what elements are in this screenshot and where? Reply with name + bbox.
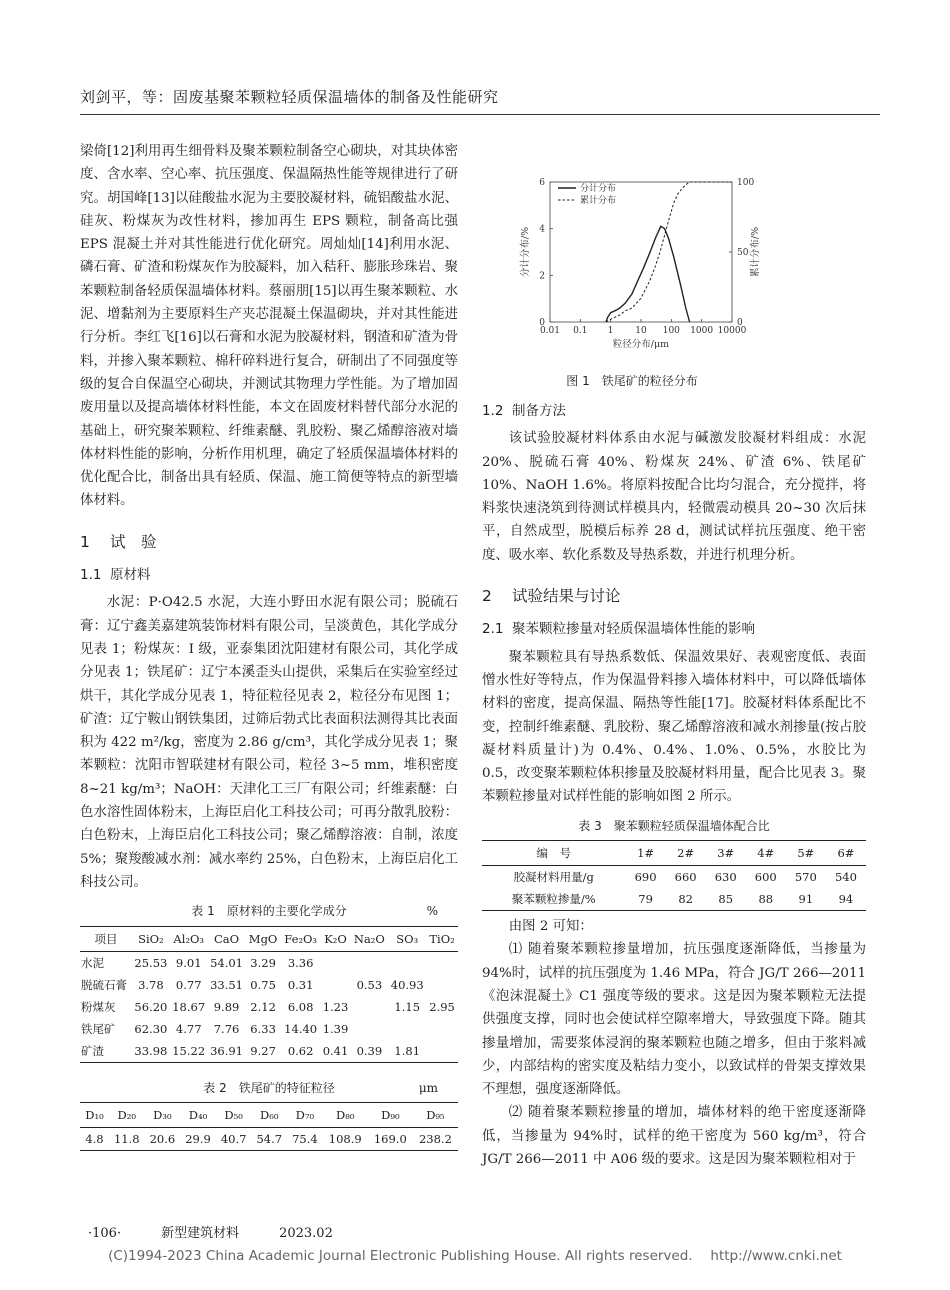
table-cell: 4.8 xyxy=(85,1131,104,1146)
table-cell: 聚苯颗粒掺量/% xyxy=(511,892,596,907)
table-header-cell: D₂₀ xyxy=(109,1102,145,1127)
table-cell: 85 xyxy=(718,892,734,907)
table-cell: 33.51 xyxy=(210,977,243,992)
table-cell: 91 xyxy=(798,892,814,907)
table-header-cell: CaO xyxy=(208,926,246,951)
table-3-caption xyxy=(482,815,866,838)
table-cell: 94 xyxy=(838,892,854,907)
figure-1-caption: 图 1 铁尾矿的粒径分布 xyxy=(566,374,698,388)
table-cell: 15.22 xyxy=(172,1043,206,1058)
table-cell: 0.62 xyxy=(287,1043,314,1058)
table-cell: 4.77 xyxy=(175,1021,202,1036)
table-2-unit: μm xyxy=(418,1080,438,1095)
table-header-cell: 4# xyxy=(746,841,786,866)
x-tick-label: 0.1 xyxy=(573,326,588,336)
table-cell: 82 xyxy=(678,892,693,907)
table-cell: 14.40 xyxy=(284,1021,318,1036)
table-header-cell: SiO₂ xyxy=(132,926,170,951)
y2-tick-label: 100 xyxy=(737,178,755,188)
table-cell: 1.15 xyxy=(394,999,421,1014)
x-tick-label: 10000 xyxy=(717,326,747,336)
table-header-cell: D₃₀ xyxy=(145,1102,181,1127)
table-cell: 0.53 xyxy=(356,977,383,992)
table-header-cell: D₆₀ xyxy=(251,1102,287,1127)
finding-2-paragraph: ⑵ 随着聚苯颗粒掺量的增加，墙体材料的绝干密度逐渐降低，当掺量为 94%时，试样的绝干密度为 560 kg/m³，符合 JG/T 266—2011 中 A06 级的要求。这是因为聚苯颗粒相对于 xyxy=(482,1105,866,1168)
table-cell: 25.53 xyxy=(134,955,168,970)
table-cell: 600 xyxy=(754,870,777,885)
table-cell: 矿渣 xyxy=(81,1043,104,1058)
table-cell: 1.39 xyxy=(322,1021,349,1036)
table-header-cell: D₅₀ xyxy=(216,1102,252,1127)
table-row xyxy=(80,1018,458,1040)
table-cell xyxy=(321,951,351,974)
page-number: ·106· xyxy=(88,1226,122,1241)
table-cell: 540 xyxy=(834,870,857,885)
issue-date: 2023.02 xyxy=(279,1226,333,1241)
table-cell: 690 xyxy=(634,870,657,885)
finding-1-paragraph: ⑴ 随着聚苯颗粒掺量增加，抗压强度逐渐降低，当掺量为 94%时，试样的抗压强度为 1.46 MPa，符合 JG/T 266—2011《泡沫混凝土》C1 强度等级的要求。这是因为聚苯颗粒无法提供强度支撑，同时也会使试样空隙率增大，导致强度下降。随其掺量增加，需要浆体浸润的聚苯颗粒也随之增多，但由于浆料减少，内部结构的密实度及粘结力变小，以致试样的骨架支撑效果不理想，强度逐渐降低。 xyxy=(482,942,866,1098)
table-cell: 粉煤灰 xyxy=(81,999,116,1014)
table-cell: 9.27 xyxy=(250,1043,276,1058)
table-header-cell: Al₂O₃ xyxy=(170,926,208,951)
subsection-title: 制备方法 xyxy=(512,403,566,419)
eps-effect-paragraph: 聚苯颗粒具有导热系数低、保温效果好、表观密度低、表面憎水性好等特点，作为保温骨料掺入墙体材料中，可以降低墙体材料的密度，提高保温、隔热等性能[17]。胶凝材料体系配比不变，控制纤维素醚、乳胶粉、聚乙烯醇溶液和减水剂掺量(按占胶凝材料质量计)为 0.4%、0.4%、1.0%、0.5%，水胶比为 0.5，改变聚苯颗粒体积掺量及胶凝材料用量，配合比见表 3。聚苯颗粒掺量对试样性能的影响如图 2 所示。 xyxy=(482,649,866,805)
left-column xyxy=(80,140,458,1151)
table-2-caption xyxy=(80,1077,458,1100)
page-footer xyxy=(88,1222,373,1241)
table-row xyxy=(80,951,458,974)
subsection-number: 1.1 xyxy=(80,567,102,584)
table-header-cell: 1# xyxy=(626,841,666,866)
table-cell: 40.93 xyxy=(390,977,424,992)
table-cell: 54.7 xyxy=(256,1131,283,1146)
legend-label: 分计分布 xyxy=(580,184,617,194)
table-cell: 88 xyxy=(758,892,774,907)
table-header-cell: D₈₀ xyxy=(323,1102,368,1127)
x-tick-label: 0.01 xyxy=(539,326,561,336)
table-header-cell: D₇₀ xyxy=(287,1102,323,1127)
y2-tick-label: 0 xyxy=(737,318,743,328)
table-cell: 0.75 xyxy=(250,977,276,992)
table-cell xyxy=(350,1018,388,1040)
table-cell: 62.30 xyxy=(134,1021,168,1036)
table-1-title: 表 1 原材料的主要化学成分 xyxy=(191,904,347,919)
table-header-cell: 2# xyxy=(666,841,706,866)
section-number: 1 xyxy=(80,532,90,551)
table-1-caption xyxy=(80,900,458,923)
table-2 xyxy=(80,1102,458,1151)
table-cell: 1.23 xyxy=(322,999,349,1014)
journal-name: 新型建筑材料 xyxy=(161,1226,240,1241)
x-tick-label: 1000 xyxy=(690,326,714,336)
table-cell: 水泥 xyxy=(81,955,104,970)
table-header-cell: D₁₀ xyxy=(80,1102,109,1127)
table-header-cell: D₄₀ xyxy=(180,1102,216,1127)
subsection-1-2-heading xyxy=(482,400,866,423)
table-1-unit: % xyxy=(426,904,438,919)
plot-frame xyxy=(550,182,732,322)
table-cell: 0.31 xyxy=(287,977,314,992)
y-tick-label: 6 xyxy=(539,178,545,188)
table-cell: 56.20 xyxy=(134,999,168,1014)
table-row xyxy=(482,888,866,911)
table-cell: 3.29 xyxy=(250,955,276,970)
table-cell: 0.77 xyxy=(175,977,202,992)
y-axis-label: 分计分布/% xyxy=(520,226,531,278)
table-row xyxy=(482,866,866,889)
y-tick-label: 0 xyxy=(539,318,545,328)
y2-tick-label: 50 xyxy=(737,248,749,258)
table-cell: 铁尾矿 xyxy=(81,1021,116,1036)
table-header-cell: 3# xyxy=(706,841,746,866)
subsection-title: 聚苯颗粒掺量对轻质保温墙体性能的影响 xyxy=(512,621,755,638)
x-tick-label: 1 xyxy=(607,326,614,336)
table-cell: 11.8 xyxy=(113,1131,140,1146)
y-tick-label: 2 xyxy=(539,271,545,282)
method-paragraph: 该试验胶凝材料体系由水泥与碱激发胶凝材料组成：水泥 20%、脱硫石膏 40%、粉煤灰 24%、矿渣 6%、铁尾矿 10%、NaOH 1.6%。将原料按配合比均匀混合，充分搅拌，将料浆快速浇筑到待测试样模具内，轻微震动模具 20~30 次后抹平，自然成型，脱模后标养 28 d，测试试样抗压强度、绝干密度、吸水率、软化系数及导热系数，并进行机理分析。 xyxy=(482,431,866,563)
table-cell: 9.89 xyxy=(213,999,240,1014)
table-cell: 54.01 xyxy=(210,955,243,970)
table-cell: 660 xyxy=(674,870,697,885)
table-header-cell: Fe₂O₃ xyxy=(281,926,321,951)
x-axis-label: 粒径分布/μm xyxy=(612,339,670,350)
table-cell: 7.76 xyxy=(213,1021,240,1036)
materials-paragraph: 水泥：P·O42.5 水泥，大连小野田水泥有限公司；脱硫石膏：辽宁鑫美嘉建筑装饰材料有限公司，呈淡黄色，其化学成分见表 1；粉煤灰：I 级，亚泰集团沈阳建材有限公司，其化学成分见表 1；铁尾矿：辽宁本溪歪头山提供，采集后在实验室经过烘干，其化学成分见表 1，特征粒径见表 2，粒径分布见图 1；矿渣：辽宁鞍山钢铁集团，过筛后勃式比表面积法测得其比表面积为 422 m²/kg，密度为 2.86 g/cm³，其化学成分见表 1；聚苯颗粒：沈阳市智联建材有限公司，粒径 3~5 mm，堆积密度8~21 kg/m³；NaOH：天津化工三厂有限公司；纤维素醚：白色水溶性固体粉末，上海臣启化工科技公司；可再分散乳胶粉：白色粉末，上海臣启化工科技公司；聚乙烯醇溶液：自制，浓度 5%；聚羧酸减水剂：减水率约 25%，白色粉末，上海臣启化工科技公司。 xyxy=(80,595,458,890)
table-cell: 75.4 xyxy=(292,1131,318,1146)
table-header-cell: K₂O xyxy=(321,926,351,951)
table-cell: 29.9 xyxy=(185,1131,211,1146)
table-cell xyxy=(388,1018,426,1040)
table-3-title: 表 3 聚苯颗粒轻质保温墙体配合比 xyxy=(578,818,770,833)
table-row xyxy=(80,974,458,996)
legend-label: 累计分布 xyxy=(580,196,617,206)
table-cell: 20.6 xyxy=(149,1131,176,1146)
table-cell: 79 xyxy=(638,892,653,907)
table-cell xyxy=(350,951,388,974)
table-cell xyxy=(350,996,388,1018)
table-header-cell: 5# xyxy=(786,841,826,866)
subsection-number: 2.1 xyxy=(482,621,504,638)
table-cell: 630 xyxy=(714,870,737,885)
series-fraction-line xyxy=(606,226,690,322)
subsection-1-1-heading xyxy=(80,564,458,587)
table-cell: 9.01 xyxy=(175,955,202,970)
section-title: 试 验 xyxy=(110,532,157,551)
table-cell: 40.7 xyxy=(220,1131,247,1146)
table-cell: 570 xyxy=(794,870,817,885)
table-cell: 胶凝材料用量/g xyxy=(513,870,594,885)
right-column xyxy=(482,394,866,1171)
section-1-heading xyxy=(80,531,458,554)
section-2-heading xyxy=(482,585,866,608)
y2-axis-label: 累计分布/% xyxy=(750,226,761,278)
table-row xyxy=(80,1040,458,1063)
table-cell: 238.2 xyxy=(418,1131,452,1146)
table-cell xyxy=(426,974,458,996)
table-cell: 0.39 xyxy=(356,1043,383,1058)
table-cell xyxy=(388,951,426,974)
particle-size-chart xyxy=(482,172,782,372)
series-cumulative-line xyxy=(606,182,732,322)
table-cell: 6.08 xyxy=(287,999,314,1014)
x-tick-label: 100 xyxy=(662,326,680,336)
table-header-cell: 项目 xyxy=(80,926,132,951)
table-cell: 脱硫石膏 xyxy=(81,977,127,992)
table-cell xyxy=(426,1040,458,1063)
table-2-title: 表 2 铁尾矿的特征粒径 xyxy=(203,1080,335,1095)
table-header-cell: TiO₂ xyxy=(426,926,458,951)
copyright-notice: (C)1994-2023 China Academic Journal Electronic Publishing House. All rights reserved. http://www.cnki.net xyxy=(108,1248,842,1264)
section-number: 2 xyxy=(482,587,492,606)
subsection-number: 1.2 xyxy=(482,403,504,419)
table-cell: 2.12 xyxy=(250,999,276,1014)
table-cell xyxy=(426,951,458,974)
running-title: 刘剑平，等：固废基聚苯颗粒轻质保温墙体的制备及性能研究 xyxy=(80,88,499,106)
table-cell: 3.78 xyxy=(138,977,164,992)
table-cell: 0.41 xyxy=(322,1043,349,1058)
x-tick-label: 10 xyxy=(635,326,647,336)
table-cell: 3.36 xyxy=(287,955,314,970)
table-cell: 36.91 xyxy=(210,1043,243,1058)
table-header-cell: D₉₀ xyxy=(368,1102,413,1127)
figure-2-intro: 由图 2 可知： xyxy=(508,919,593,935)
table-cell xyxy=(426,1018,458,1040)
y-tick-label: 4 xyxy=(539,224,545,235)
intro-paragraph: 梁倚[12]利用再生细骨料及聚苯颗粒制备空心砌块，对其块体密度、含水率、空心率、抗压强度、保温隔热性能等规律进行了研究。胡国峰[13]以硅酸盐水泥为主要胶凝材料，硫铝酸盐水泥、硅灰、粉煤灰为改性材料，掺加再生 EPS 颗粒，制备高比强 EPS 混凝土并对其性能进行优化研究。周灿灿[14]利用水泥、磷石膏、矿渣和粉煤灰作为胶凝料，加入秸秆、膨胀珍珠岩、聚苯颗粒制备轻质保温墙体材料。蔡丽朋[15]以再生聚苯颗粒、水泥、增黏剂为主要原料生产夹芯混凝土保温砌块，并对其性能进行分析。李红飞[16]以石膏和水泥为胶凝材料，钢渣和矿渣为骨料，并掺入聚苯颗粒、棉秆碎料进行复合，研制出了不同强度等级的复合自保温空心砌块，并测试其物理力学性能。为了增加固废用量以及提高墙体材料性能，本文在固废材料替代部分水泥的基础上，研究聚苯颗粒、纤维素醚、乳胶粉、聚乙烯醇溶液对墙体材料性能的影响，分析作用机理，确定了轻质保温墙体材料的优化配合比，制备出具有轻质、保温、施工简便等特点的新型墙体材料。 xyxy=(80,144,458,509)
header-rule xyxy=(80,114,880,115)
table-cell xyxy=(321,974,351,996)
table-cell: 18.67 xyxy=(172,999,206,1014)
table-cell: 2.95 xyxy=(429,999,455,1014)
table-cell: 169.0 xyxy=(373,1131,407,1146)
table-header-cell: 6# xyxy=(826,841,866,866)
subsection-title: 原材料 xyxy=(110,567,151,584)
table-header-cell: MgO xyxy=(245,926,280,951)
table-1 xyxy=(80,926,458,1063)
table-header-cell: Na₂O xyxy=(350,926,388,951)
table-cell: 1.81 xyxy=(394,1043,421,1058)
table-header-cell: 编 号 xyxy=(482,841,626,866)
section-title: 试验结果与讨论 xyxy=(512,587,621,606)
table-row xyxy=(80,996,458,1018)
table-3 xyxy=(482,840,866,911)
table-cell: 33.98 xyxy=(134,1043,168,1058)
table-cell: 6.33 xyxy=(250,1021,276,1036)
subsection-2-1-heading xyxy=(482,618,866,641)
table-header-cell: D₉₅ xyxy=(413,1102,458,1127)
table-header-cell: SO₃ xyxy=(388,926,426,951)
table-cell: 108.9 xyxy=(328,1131,362,1146)
